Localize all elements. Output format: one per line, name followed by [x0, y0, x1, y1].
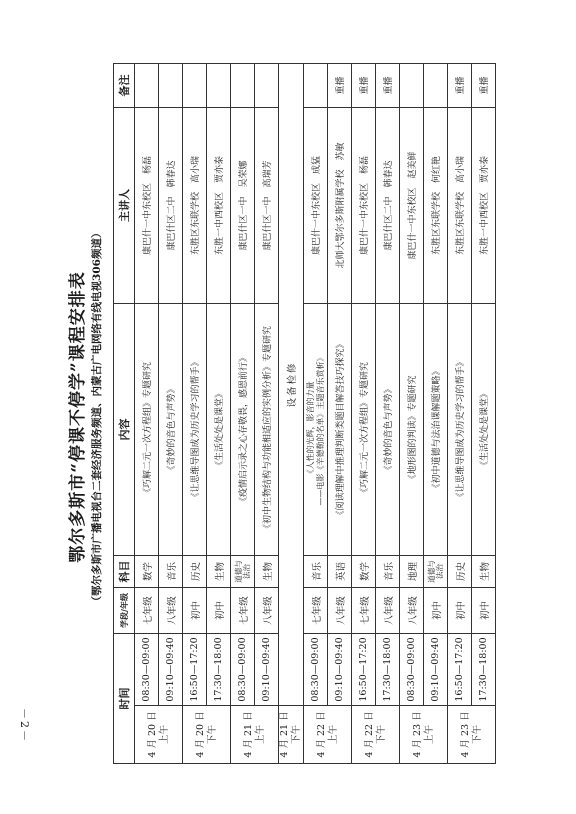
time-cell: 09:10—09:40: [159, 634, 183, 706]
speaker-cell: 康巴什一中东校区 赵美鲜: [400, 108, 424, 304]
subject-cell: 生物: [472, 556, 496, 588]
date-cell: 4 月 20 日 上午: [135, 706, 183, 764]
time-cell: 09:10—09:40: [255, 634, 279, 706]
grade-cell: 八年级: [376, 588, 400, 634]
content-cell: 《让思维导图成为历史学习的帮手》: [183, 304, 207, 556]
subject-cell: 英语: [328, 556, 352, 588]
time-cell: 08:30—09:00: [231, 634, 255, 706]
table-row: [328, 64, 352, 764]
subject-cell: 数学: [135, 556, 159, 588]
time-cell: 17:30—18:00: [472, 634, 496, 706]
table-row: [207, 64, 231, 764]
speaker-cell: 东胜区东联学校 高小瑞: [183, 108, 207, 304]
page-title: 鄂尔多斯市“停课不停学”课程安排表: [68, 271, 88, 563]
table-row: [159, 64, 183, 764]
time-cell: 17:30—18:00: [207, 634, 231, 706]
speaker-cell: 康巴什区一中 吴荣娜: [231, 108, 255, 304]
speaker-cell: 康巴什区二中 韩春达: [376, 108, 400, 304]
header-content: 内容: [114, 304, 135, 556]
remark-cell: [424, 64, 448, 108]
schedule-body: [135, 64, 496, 764]
time-cell: 09:10—09:40: [328, 634, 352, 706]
page-number: －2－: [18, 708, 31, 743]
remark-cell: 重播: [376, 64, 400, 108]
grade-cell: 初中: [448, 588, 472, 634]
speaker-cell: 东胜区东联学校 高小瑞: [448, 108, 472, 304]
subject-cell: 道德与法治: [424, 556, 448, 588]
time-cell: 09:10—09:40: [424, 634, 448, 706]
remark-cell: 重播: [352, 64, 376, 108]
content-cell: 《地形图的判读》专题研究: [400, 304, 424, 556]
maintenance-cell: 设备检修: [279, 64, 304, 706]
content-cell: 《生活处处是课堂》: [472, 304, 496, 556]
table-row: [135, 64, 159, 764]
table-row: [400, 64, 424, 764]
time-cell: 16:50—17:20: [448, 634, 472, 706]
time-cell: 08:30—09:00: [135, 634, 159, 706]
content-cell: 《初中生物结构与功能相适应的实例分析》专题研究: [255, 304, 279, 556]
speaker-cell: 东胜一中西校区 贾亦泰: [207, 108, 231, 304]
subject-cell: 音乐: [159, 556, 183, 588]
subject-cell: 地理: [400, 556, 424, 588]
schedule-table: [113, 63, 496, 764]
content-cell: 《人性的光辉，影音的力量 ——电影《辛德勒的名单》主题音乐赏析》: [304, 304, 328, 556]
subject-cell: 历史: [183, 556, 207, 588]
table-row: [304, 64, 328, 764]
speaker-cell: 康巴什一中东校区 杨磊: [352, 108, 376, 304]
remark-cell: [159, 64, 183, 108]
table-row: [424, 64, 448, 764]
subject-cell: 道德与法治: [231, 556, 255, 588]
header-remark: 备注: [114, 64, 135, 108]
grade-cell: 八年级: [159, 588, 183, 634]
remark-cell: [400, 64, 424, 108]
time-cell: 08:30—09:00: [304, 634, 328, 706]
grade-cell: 八年级: [255, 588, 279, 634]
grade-cell: 七年级: [135, 588, 159, 634]
header-speaker: 主讲人: [114, 108, 135, 304]
header-subject: 科目: [114, 556, 135, 588]
date-cell: 4 月 23 日 上午: [400, 706, 448, 764]
content-cell: 《初中道德与法治课解题策略》: [424, 304, 448, 556]
speaker-cell: 康巴什一中东校区 成猛: [304, 108, 328, 304]
remark-cell: 重播: [328, 64, 352, 108]
time-cell: 08:30—09:00: [400, 634, 424, 706]
grade-cell: 八年级: [328, 588, 352, 634]
grade-cell: 初中: [472, 588, 496, 634]
table-row: [472, 64, 496, 764]
content-cell: 《奇妙的音色与声势》: [159, 304, 183, 556]
subject-cell: 音乐: [376, 556, 400, 588]
table-row: [352, 64, 376, 764]
grade-cell: 初中: [207, 588, 231, 634]
remark-cell: 重播: [472, 64, 496, 108]
page-subtitle: （鄂尔多斯市广播电视台二套经济服务频道、内蒙古广电网络有线电视306频道）: [91, 227, 103, 607]
remark-cell: 重播: [448, 64, 472, 108]
subject-cell: 生物: [255, 556, 279, 588]
date-cell: 4 月 21 日 上午: [231, 706, 279, 764]
grade-cell: 初中: [424, 588, 448, 634]
date-cell: 4 月 20 日 下午: [183, 706, 231, 764]
date-cell: 4 月 22 日 下午: [352, 706, 400, 764]
subject-cell: 生物: [207, 556, 231, 588]
header-grade: 学段/年级: [114, 588, 135, 634]
time-cell: 17:30—18:00: [376, 634, 400, 706]
date-cell: 4 月 21 日 下午: [279, 706, 304, 764]
grade-cell: 八年级: [400, 588, 424, 634]
speaker-cell: 康巴什一中东校区 杨磊: [135, 108, 159, 304]
content-cell: 《阅读理解中推理判断类题目解答技巧探究》: [328, 304, 352, 556]
table-row: [279, 64, 304, 764]
table-row: [255, 64, 279, 764]
speaker-cell: 康巴什区二中 韩春达: [159, 108, 183, 304]
table-row: [376, 64, 400, 764]
remark-cell: [231, 64, 255, 108]
speaker-cell: 东胜一中西校区 贾亦泰: [472, 108, 496, 304]
time-cell: 16:50—17:20: [183, 634, 207, 706]
content-cell: 《疫情启示录之心存敬畏，感恩前行》: [231, 304, 255, 556]
content-cell: 《巧解二元一次方程组》专题研究: [135, 304, 159, 556]
speaker-cell: 康巴什区一中 高瑞芳: [255, 108, 279, 304]
remark-cell: [304, 64, 328, 108]
time-cell: 16:50—17:20: [352, 634, 376, 706]
remark-cell: [135, 64, 159, 108]
table-row: [448, 64, 472, 764]
remark-cell: [183, 64, 207, 108]
date-cell: 4 月 22 日 上午: [304, 706, 352, 764]
table-row: [231, 64, 255, 764]
grade-cell: 初中: [183, 588, 207, 634]
subject-cell: 历史: [448, 556, 472, 588]
subject-cell: 数学: [352, 556, 376, 588]
header-row: [114, 64, 135, 764]
remark-cell: [207, 64, 231, 108]
content-cell: 《生活处处是课堂》: [207, 304, 231, 556]
table-row: [183, 64, 207, 764]
content-cell: 《让思维导图成为历史学习的帮手》: [448, 304, 472, 556]
content-cell: 《巧解二元一次方程组》专题研究: [352, 304, 376, 556]
rotated-page: [53, 62, 523, 772]
date-cell: 4 月 23 日 下午: [448, 706, 496, 764]
grade-cell: 七年级: [352, 588, 376, 634]
remark-cell: [255, 64, 279, 108]
subject-cell: 音乐: [304, 556, 328, 588]
speaker-cell: 北师大鄂尔多斯附属学校 苏敏: [328, 108, 352, 304]
speaker-cell: 东胜区东联学校 何红艳: [424, 108, 448, 304]
grade-cell: 七年级: [304, 588, 328, 634]
grade-cell: 七年级: [231, 588, 255, 634]
header-time: 时间: [114, 634, 135, 764]
content-cell: 《奇妙的音色与声势》: [376, 304, 400, 556]
